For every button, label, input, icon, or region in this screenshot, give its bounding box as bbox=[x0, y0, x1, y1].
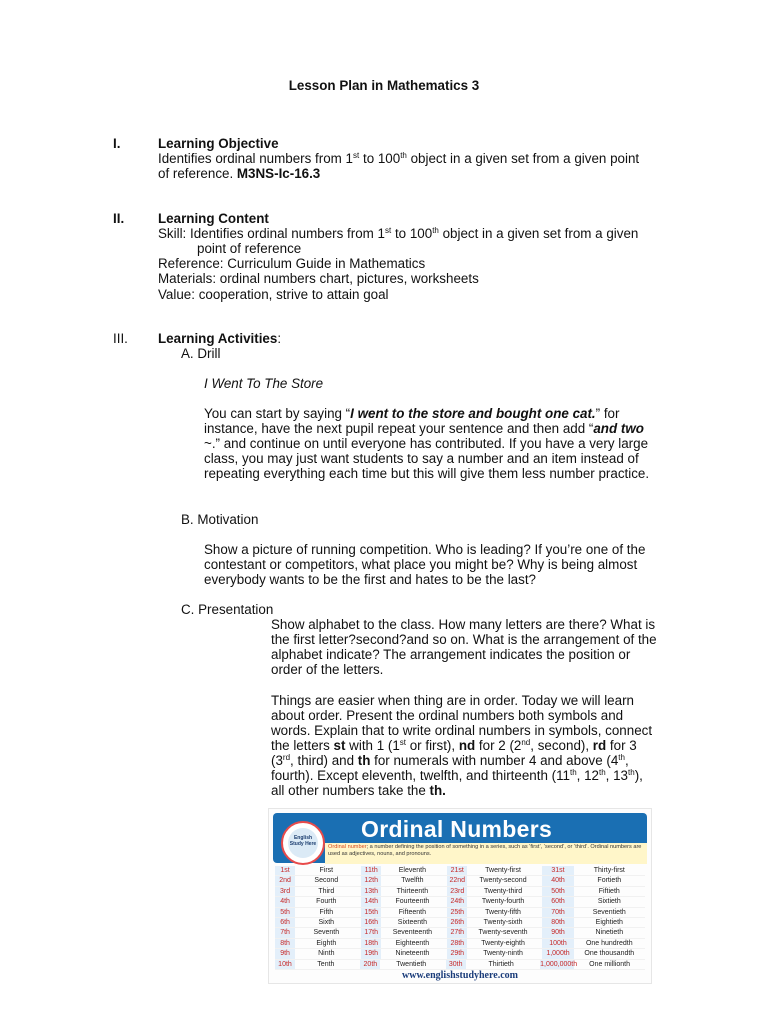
motivation-label: B. Motivation bbox=[181, 512, 259, 527]
presentation-text: fourth). Except eleventh, twelfth, and thirteenth (11th, 12th, 13th), bbox=[271, 768, 643, 783]
chart-ordinal-word: Fortieth bbox=[574, 876, 645, 886]
chart-ordinal-symbol: 14th bbox=[361, 897, 381, 907]
chart-ordinal-word: Twelfth bbox=[381, 876, 443, 886]
chart-ordinal-word: Twenty-sixth bbox=[467, 918, 538, 928]
chart-row bbox=[275, 887, 645, 897]
chart-ordinal-word: One millionth bbox=[574, 960, 645, 970]
chart-ordinal-symbol: 1,000,000th bbox=[540, 960, 574, 970]
chart-ordinal-symbol: 40th bbox=[542, 876, 573, 886]
section-heading: Learning Objective bbox=[158, 136, 279, 151]
chart-ordinal-word: Eightieth bbox=[574, 918, 645, 928]
presentation-text: the letters st with 1 (1st or first), nd for 2 (2nd, second), rd for 3 bbox=[271, 738, 637, 753]
chart-ordinal-symbol: 13th bbox=[361, 887, 381, 897]
presentation-text: (3rd, third) and th for numerals with number 4 and above (4th, bbox=[271, 753, 629, 768]
logo-text: English Study Here bbox=[288, 828, 318, 858]
chart-ordinal-symbol: 1st bbox=[275, 866, 295, 876]
chart-row bbox=[275, 960, 645, 970]
chart-ordinal-word: One thousandth bbox=[574, 949, 645, 959]
chart-ordinal-word: Fourth bbox=[295, 897, 357, 907]
chart-ordinal-word: Twenty-second bbox=[467, 876, 538, 886]
chart-ordinal-symbol: 23rd bbox=[447, 887, 467, 897]
chart-ordinal-word: Thirtieth bbox=[466, 960, 537, 970]
chart-ordinal-symbol: 8th bbox=[275, 939, 295, 949]
chart-row bbox=[275, 939, 645, 949]
chart-ordinal-word: Twenty-fourth bbox=[467, 897, 538, 907]
chart-ordinal-symbol: 21st bbox=[447, 866, 467, 876]
presentation-text: words. Explain that to write ordinal numbers in symbols, connect bbox=[271, 723, 653, 738]
chart-ordinal-word: First bbox=[295, 866, 357, 876]
chart-ordinal-symbol: 29th bbox=[447, 949, 467, 959]
presentation-text: about order. Present the ordinal numbers both symbols and bbox=[271, 708, 624, 723]
chart-ordinal-word: Nineteenth bbox=[381, 949, 443, 959]
chart-ordinal-word: Fiftieth bbox=[574, 887, 645, 897]
motivation-text: Show a picture of running competition. Who is leading? If you’re one of the bbox=[204, 542, 646, 557]
value-text: Value: cooperation, strive to attain goal bbox=[158, 287, 389, 302]
chart-ordinal-symbol: 5th bbox=[275, 908, 295, 918]
chart-ordinal-word: Fifth bbox=[295, 908, 357, 918]
presentation-text: the first letter?second?and so on. What is the arrangement of the bbox=[271, 632, 657, 647]
chart-ordinal-word: Fourteenth bbox=[381, 897, 443, 907]
chart-ordinal-symbol: 24th bbox=[447, 897, 467, 907]
chart-grid bbox=[275, 866, 645, 970]
chart-ordinal-word: Twenty-eighth bbox=[467, 939, 538, 949]
chart-ordinal-symbol: 9th bbox=[275, 949, 295, 959]
chart-row bbox=[275, 897, 645, 907]
drill-label: A. Drill bbox=[181, 346, 221, 361]
chart-ordinal-symbol: 31st bbox=[542, 866, 573, 876]
presentation-text: Show alphabet to the class. How many letters are there? What is bbox=[271, 617, 656, 632]
chart-ordinal-symbol: 6th bbox=[275, 918, 295, 928]
reference-text: Reference: Curriculum Guide in Mathematics bbox=[158, 256, 426, 271]
chart-ordinal-symbol: 2nd bbox=[275, 876, 295, 886]
chart-ordinal-symbol: 90th bbox=[542, 928, 573, 938]
chart-ordinal-word: Ninth bbox=[295, 949, 357, 959]
chart-ordinal-word: Seventh bbox=[295, 928, 357, 938]
chart-ordinal-symbol: 20th bbox=[360, 960, 380, 970]
chart-ordinal-word: One hundredth bbox=[574, 939, 645, 949]
chart-ordinal-word: Twenty-third bbox=[467, 887, 538, 897]
chart-ordinal-word: Seventieth bbox=[574, 908, 645, 918]
chart-row bbox=[275, 908, 645, 918]
presentation-text: alphabet indicate? The arrangement indicates the position or bbox=[271, 647, 631, 662]
chart-ordinal-word: Sixtieth bbox=[574, 897, 645, 907]
skill-text-cont: point of reference bbox=[197, 241, 302, 256]
chart-row bbox=[275, 928, 645, 938]
section-heading: Learning Content bbox=[158, 211, 269, 226]
chart-title: Ordinal Numbers bbox=[361, 816, 553, 842]
chart-ordinal-symbol: 70th bbox=[542, 908, 573, 918]
drill-text: repeating everything each time but this will give them less number practice. bbox=[204, 466, 650, 481]
chart-ordinal-symbol: 7th bbox=[275, 928, 295, 938]
chart-ordinal-symbol: 19th bbox=[361, 949, 381, 959]
chart-ordinal-symbol: 17th bbox=[361, 928, 381, 938]
chart-ordinal-word: Twenty-fifth bbox=[467, 908, 538, 918]
chart-ordinal-word: Tenth bbox=[295, 960, 357, 970]
objective-text: Identifies ordinal numbers from 1st to 100th object in a given set from a given point bbox=[158, 151, 640, 166]
chart-ordinal-symbol: 25th bbox=[447, 908, 467, 918]
chart-banner bbox=[273, 813, 647, 863]
chart-ordinal-symbol: 60th bbox=[542, 897, 573, 907]
chart-ordinal-word: Sixth bbox=[295, 918, 357, 928]
chart-ordinal-word: Thirteenth bbox=[381, 887, 443, 897]
chart-ordinal-symbol: 28th bbox=[447, 939, 467, 949]
chart-ordinal-symbol: 16th bbox=[361, 918, 381, 928]
chart-row bbox=[275, 876, 645, 886]
english-study-here-logo bbox=[281, 821, 325, 865]
chart-row bbox=[275, 949, 645, 959]
drill-text: You can start by saying “I went to the store and bought one cat.” for bbox=[204, 406, 620, 421]
section-numeral: I. bbox=[113, 136, 121, 151]
page-title: Lesson Plan in Mathematics 3 bbox=[288, 78, 480, 93]
chart-ordinal-symbol: 10th bbox=[275, 960, 295, 970]
competency-code: M3NS-Ic-16.3 bbox=[236, 166, 321, 181]
presentation-label: C. Presentation bbox=[181, 602, 274, 617]
chart-ordinal-word: Thirty-first bbox=[574, 866, 645, 876]
ordinal-numbers-chart bbox=[268, 808, 652, 984]
chart-ordinal-symbol: 50th bbox=[542, 887, 573, 897]
chart-ordinal-word: Twentieth bbox=[380, 960, 442, 970]
motivation-text: everybody wants to be the first and hates to be the last? bbox=[204, 572, 536, 587]
drill-text: ~.” and continue on until everyone has contributed. If you have a very large bbox=[204, 436, 649, 451]
chart-ordinal-word: Ninetieth bbox=[574, 928, 645, 938]
chart-ordinal-symbol: 12th bbox=[361, 876, 381, 886]
chart-ordinal-word: Second bbox=[295, 876, 357, 886]
section-numeral: II. bbox=[113, 211, 125, 226]
chart-ordinal-word: Twenty-ninth bbox=[467, 949, 538, 959]
chart-ordinal-word: Twenty-first bbox=[467, 866, 538, 876]
chart-ordinal-word: Fifteenth bbox=[381, 908, 443, 918]
chart-url: www.englishstudyhere.com bbox=[402, 970, 518, 981]
chart-ordinal-symbol: 22nd bbox=[447, 876, 467, 886]
chart-ordinal-symbol: 100th bbox=[542, 939, 573, 949]
chart-ordinal-symbol: 4th bbox=[275, 897, 295, 907]
chart-definition: Ordinal number; a number defining the position of something in a series, such as ‘first’, ‘second’, or ‘third’. Ordinal numbers are used as adjectives, nouns, and pronouns. bbox=[325, 843, 647, 864]
presentation-text: order of the letters. bbox=[271, 662, 384, 677]
chart-ordinal-word: Eighth bbox=[295, 939, 357, 949]
chart-row bbox=[275, 866, 645, 876]
chart-ordinal-symbol: 1,000th bbox=[542, 949, 573, 959]
chart-ordinal-word: Seventeenth bbox=[381, 928, 443, 938]
chart-ordinal-symbol: 80th bbox=[542, 918, 573, 928]
chart-ordinal-symbol: 26th bbox=[447, 918, 467, 928]
chart-ordinal-word: Eighteenth bbox=[381, 939, 443, 949]
chart-ordinal-word: Eleventh bbox=[381, 866, 443, 876]
drill-title: I Went To The Store bbox=[204, 376, 324, 391]
presentation-text: all other numbers take the th. bbox=[271, 783, 446, 798]
drill-text: instance, have the next pupil repeat your sentence and then add “and two bbox=[204, 421, 644, 436]
section-heading: Learning Activities: bbox=[158, 331, 282, 346]
presentation-text: Things are easier when thing are in order. Today we will learn bbox=[271, 693, 634, 708]
chart-ordinal-symbol: 15th bbox=[361, 908, 381, 918]
skill-text: Skill: Identifies ordinal numbers from 1st to 100th object in a given set from a given bbox=[158, 226, 639, 241]
drill-text: class, you may just want students to say a number and an item instead of bbox=[204, 451, 639, 466]
section-numeral: III. bbox=[113, 331, 128, 346]
motivation-text: contestant or competitors, what place you might be? Why is being almost bbox=[204, 557, 638, 572]
chart-ordinal-word: Sixteenth bbox=[381, 918, 443, 928]
chart-ordinal-word: Third bbox=[295, 887, 357, 897]
chart-ordinal-symbol: 11th bbox=[361, 866, 381, 876]
materials-text: Materials: ordinal numbers chart, pictures, worksheets bbox=[158, 271, 479, 286]
chart-ordinal-symbol: 3rd bbox=[275, 887, 295, 897]
chart-ordinal-symbol: 30th bbox=[446, 960, 466, 970]
chart-ordinal-word: Twenty-seventh bbox=[467, 928, 538, 938]
chart-row bbox=[275, 918, 645, 928]
chart-ordinal-symbol: 27th bbox=[447, 928, 467, 938]
chart-ordinal-symbol: 18th bbox=[361, 939, 381, 949]
objective-text-cont: of reference. M3NS-Ic-16.3 bbox=[158, 166, 321, 181]
